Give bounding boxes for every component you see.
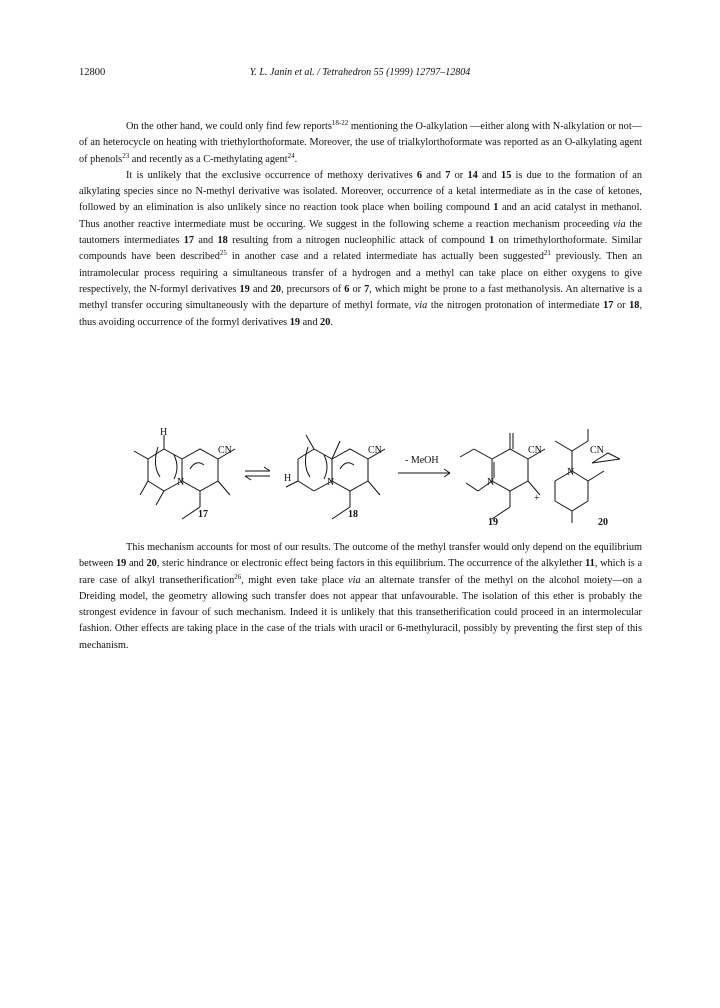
cn-label-17: CN <box>218 445 232 456</box>
cn-label-20: CN <box>590 445 604 456</box>
reagent-label: - MeOH <box>405 455 439 466</box>
body-text-continued <box>79 540 642 654</box>
paragraph-1: On the other hand, we could only find few reports$^{18-22}$ mentioning the O-alkylation —either along with N-alkylation or not— of an heterocycle on heating with triethylorthoformate. Moreover, the use of trialkylorthoformate was reported as an O-alkylating agent of phenols$^{23}$ and recently as a C-methylating agent$^{24}$. <box>79 119 642 165</box>
cn-label-18: CN <box>368 445 382 456</box>
running-head: Y. L. Janin et al. / Tetrahedron 55 (1999) 12797–12804 <box>249 67 471 78</box>
h-label-17: H <box>160 427 168 438</box>
paragraph-3: This mechanism accounts for most of our results. The outcome of the methyl transfer would only depend on the equilibrium between 19 and 20, steric hindrance or electronic effect being factors in this equilibrium. The occurrence of the alkylether 11, which is a rare case of alkyl transetherification$^{26}$, might even take place via an alternate transfer of the methyl on the alcohol moiety—on a Dreiding model, the geometry allowing such transfer does not appear that unfavourable. The isolation of this ether is probably the strongest evidence in favour of such mechanism. Indeed it is unlikely that this transetherification could proceed in an intermolecular fashion. Other effects are taking place in the case of the trials with uracil or 6-methyluracil, possibly by preventing the first step of this mechanism. <box>79 542 643 651</box>
compound-label-20: 20 <box>598 517 608 525</box>
n-label-18: N <box>327 477 335 488</box>
reaction-scheme <box>100 425 620 525</box>
compound-label-17: 17 <box>198 509 208 520</box>
plus-sign: + <box>534 493 540 504</box>
cn-label-19: CN <box>528 445 542 456</box>
n-label-17: N <box>177 477 185 488</box>
n-label-19: N <box>487 477 495 488</box>
body-text <box>79 119 642 331</box>
n-label-20: N <box>567 467 575 478</box>
compound-label-19: 19 <box>488 517 498 525</box>
paragraph-2: It is unlikely that the exclusive occurrence of methoxy derivatives 6 and 7 or 14 and 15 is due to the formation of an alkylating species since no N-methyl derivative was isolated. Moreover, occurrence of a ketal intermediate as in the case of ketones, followed by an elimination is also unlikely since no reaction took place when boiling compound 1 and an acid catalyst in methanol. Thus another reactive intermediate must be occuring. We suggest in the following scheme a reaction mechanism proceeding via the tautomers intermediates 17 and 18 resulting from a nitrogen nucleophilic attack of compound 1 on trimethylorthoformate. Similar compounds have been described$^{25}$ in another case and a related intermediate has actually been suggested$^{21}$ previously. Then an intramolecular process requiring a simultaneous transfer of a hydrogen and a methyl can take place on either oxygens to give respectively, the N-formyl derivatives 19 and 20, precursors of 6 or 7, which might be prone to a fast methanolysis. An alternative is a methyl transfer occuring simultaneously with the departure of methyl formate, via the nitrogen protonation of intermediate 17 or 18, thus avoiding occurrence of the formyl derivatives 19 and 20. <box>79 169 643 328</box>
compound-label-18: 18 <box>348 509 358 520</box>
page-number: 12800 <box>79 67 106 78</box>
structure-20 <box>555 429 620 523</box>
h-label-18: H <box>284 473 292 484</box>
